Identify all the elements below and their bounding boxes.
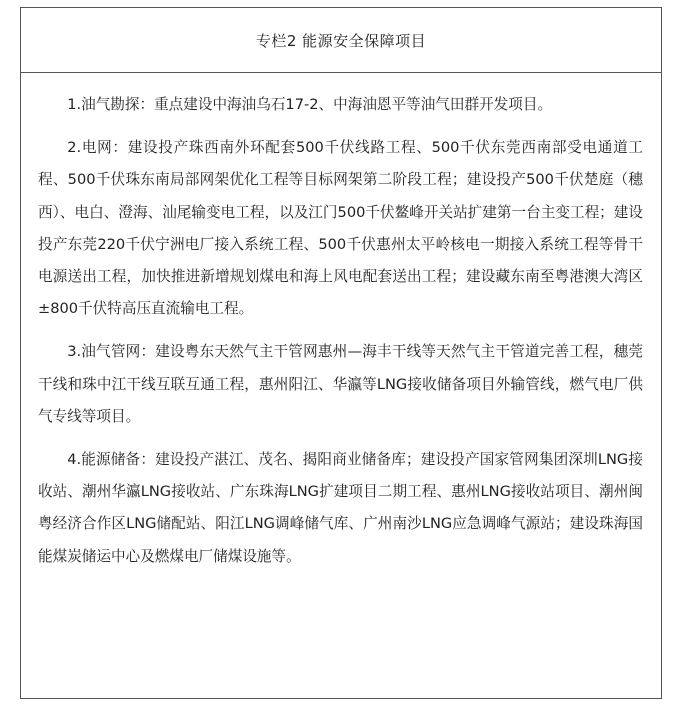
paragraph-oil-gas-exploration: 1.油气勘探：重点建设中海油乌石17-2、中海油恩平等油气田群开发项目。 xyxy=(67,96,553,113)
project-column-box xyxy=(20,7,662,699)
paragraph-oil-gas-pipeline: 3.油气管网：建设粤东天然气主干管网惠州—海丰干线等天然气主干管道完善工程，穗莞干线和珠中江干线互联互通工程，惠州阳江、华瀛等LNG接收储备项目外输管线，燃气电厂供气专线等项目。 xyxy=(38,343,643,425)
paragraph-energy-storage: 4.能源储备：建设投产湛江、茂名、揭阳商业储备库；建设投产国家管网集团深圳LNG接收站、潮州华瀛LNG接收站、广东珠海LNG扩建项目二期工程、惠州LNG接收站项目、潮州闽粤经济合作区LNG储配站、阳江LNG调峰储气库、广州南沙LNG应急调峰气源站；建设珠海国能煤炭储运中心及燃煤电厂储煤设施等。 xyxy=(38,451,643,565)
column-body xyxy=(21,73,661,573)
paragraph-power-grid: 2.电网：建设投产珠西南外环配套500千伏线路工程、500千伏东莞西南部受电通道工程、500千伏珠东南局部网架优化工程等目标网架第二阶段工程；建设投产500千伏楚庭（穗西）、电白、澄海、汕尾输变电工程，以及江门500千伏鳌峰开关站扩建第一台主变工程；建设投产东莞220千伏宁洲电厂接入系统工程、500千伏惠州太平岭核电一期接入系统工程等骨干电源送出工程，加快推进新增规划煤电和海上风电配套送出工程；建设藏东南至粤港澳大湾区±800千伏特高压直流输电工程。 xyxy=(38,139,643,318)
column-title: 专栏2 能源安全保障项目 xyxy=(21,8,661,73)
